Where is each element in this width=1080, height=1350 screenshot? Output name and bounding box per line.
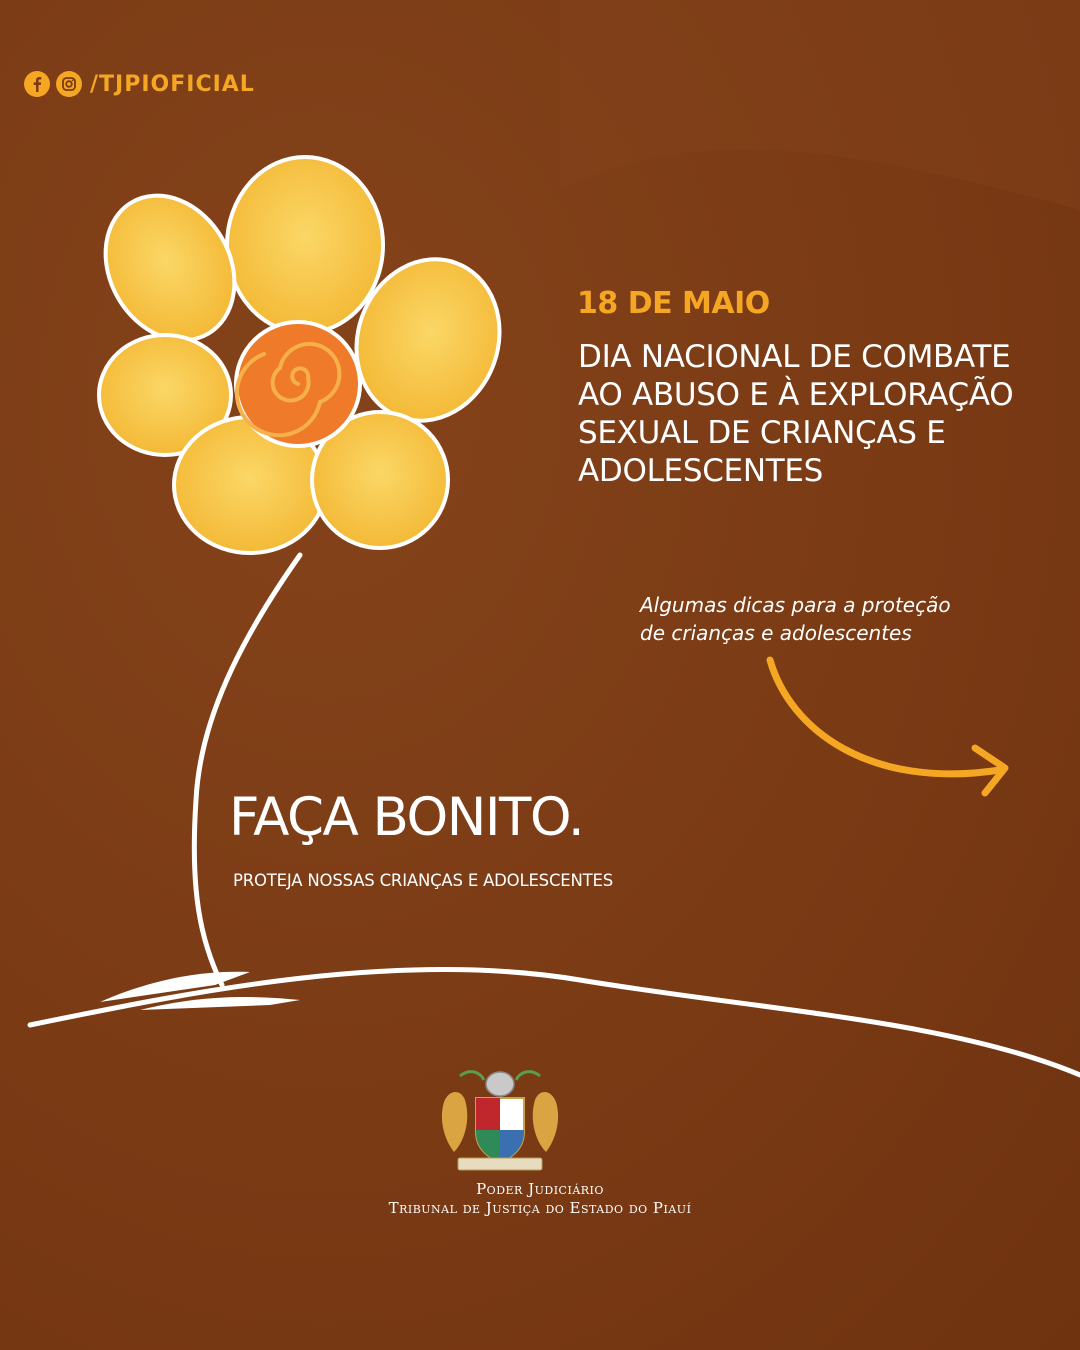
shield-green: [476, 1130, 500, 1162]
background-wave: [560, 0, 1080, 210]
campaign-subslogan: PROTEJA NOSSAS CRIANÇAS E ADOLESCENTES: [233, 871, 614, 890]
shield-blue: [500, 1130, 524, 1162]
institution-name: Poder Judiciário: [476, 1180, 604, 1198]
institution-court: Tribunal de Justiça do Estado do Piauí: [388, 1199, 692, 1217]
laurel: [460, 1072, 484, 1080]
social-handle-text: /TJPIOFICIAL: [90, 71, 255, 97]
petal: [227, 157, 383, 333]
flower-stem: [194, 555, 300, 985]
facebook-icon: [24, 71, 50, 97]
lion-right: [533, 1092, 558, 1152]
court-seal-icon: [430, 1062, 570, 1174]
headline-line: AO ABUSO E À EXPLORAÇÃO: [578, 377, 1014, 413]
campaign-headline: [578, 338, 1068, 490]
headline-line: ADOLESCENTES: [578, 453, 824, 489]
helmet: [486, 1072, 514, 1096]
arrow-icon: [770, 660, 1000, 774]
tips-intro: [640, 591, 1060, 647]
campaign-slogan: FAÇA BONITO.: [229, 787, 584, 848]
motto-ribbon: [458, 1158, 542, 1170]
campaign-date: 18 DE MAIO: [577, 286, 770, 321]
headline-line: SEXUAL DE CRIANÇAS E: [578, 415, 946, 451]
lion-left: [442, 1092, 467, 1152]
tips-line: de crianças e adolescentes: [640, 621, 912, 645]
headline-line: DIA NACIONAL DE COMBATE: [578, 339, 1011, 375]
shield-red: [476, 1098, 500, 1130]
social-handle: [24, 70, 255, 98]
tips-line: Algumas dicas para a proteção: [640, 593, 951, 617]
laurel: [516, 1072, 540, 1080]
instagram-icon: [56, 71, 82, 97]
